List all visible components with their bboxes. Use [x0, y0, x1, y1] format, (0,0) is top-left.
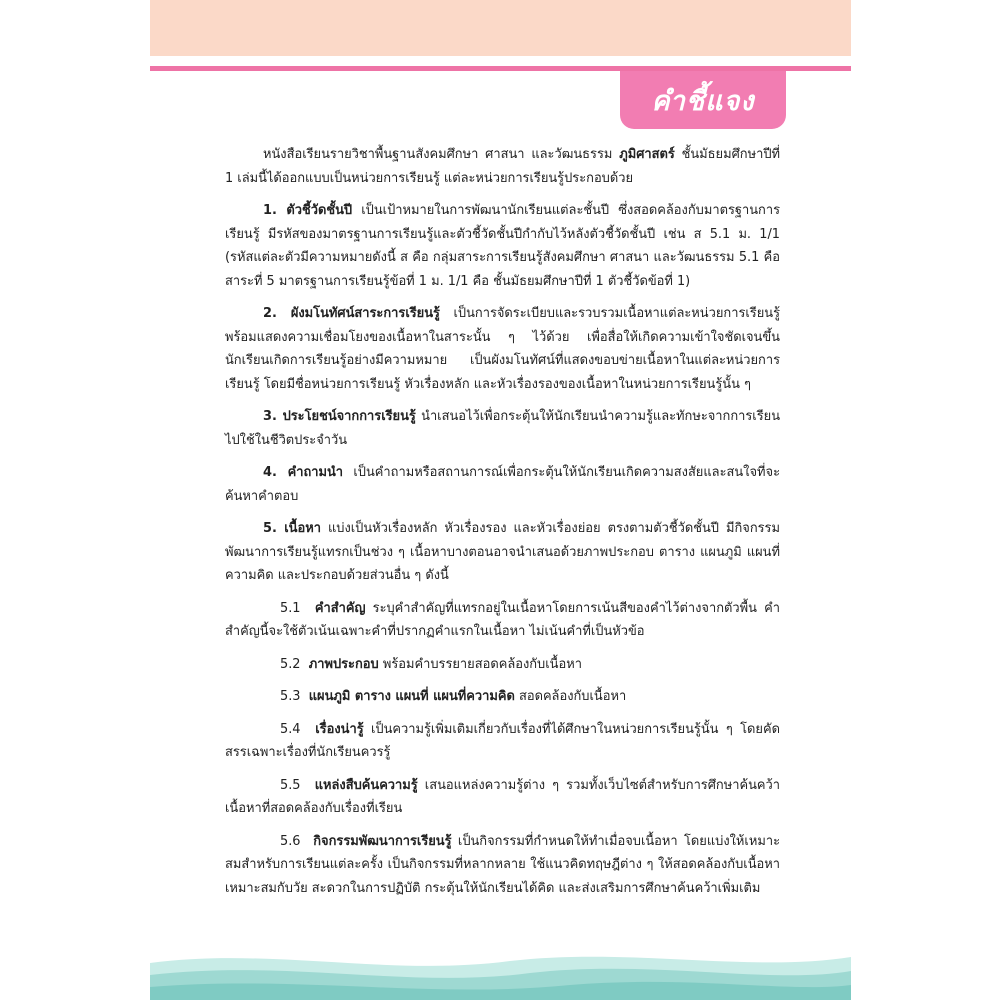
subitem-text: ระบุคำสำคัญที่แทรกอยู่ในเนื้อหาโดยการเน้นสีของคำไว้ต่างจากตัวพื้น คำสำคัญนี้จะใช้ตัวเน้นเฉพาะคำที่ปรากฏคำแรกในเนื้อหา ไม่เน้นคำที่เป็นหัวข้อ: [225, 600, 780, 639]
item-text: เป็นเป้าหมายในการพัฒนานักเรียนแต่ละชั้นปี ซึ่งสอดคล้องกับมาตรฐานการเรียนรู้ มีรหัสของมาตรฐานการเรียนรู้และตัวชี้วัดชั้นปีกำกับไว้หลังตัวชี้วัดชั้นปี เช่น ส 5.1 ม. 1/1 (รหัสแต่ละตัวมีความหมายดังนี้ ส คือ กลุ่มสาระการเรียนรู้สังคมศึกษา ศาสนา และวัฒนธรรม 5.1 คือ สาระที่ 5 มาตรฐานการเรียนรู้ข้อที่ 1 ม. 1/1 คือ ชั้นมัธยมศึกษาปีที่ 1 ตัวชี้วัดข้อที่ 1): [225, 203, 780, 289]
item-heading: 1. ตัวชี้วัดชั้นปี: [263, 203, 353, 218]
subitem-number: 5.4: [280, 721, 301, 737]
wave-graphic: [150, 945, 851, 1000]
item-text: นำเสนอไว้เพื่อกระตุ้นให้นักเรียนนำความรู้และทักษะจากการเรียนไปใช้ในชีวิตประจำวัน: [225, 409, 781, 448]
title-tab: [620, 71, 786, 129]
item-heading: 5. เนื้อหา: [263, 521, 321, 536]
item-benefits: [225, 405, 780, 452]
subitem-heading: แผนภูมิ ตาราง แผนที่ แผนที่ความคิด: [308, 689, 515, 704]
item-heading: 2. ผังมโนทัศน์สาระการเรียนรู้: [263, 306, 440, 321]
subitem-number: 5.2: [280, 656, 301, 672]
subitem-did-you-know: [225, 718, 780, 765]
item-leading-questions: [225, 461, 780, 508]
subitem-number: 5.1: [280, 600, 301, 616]
item-indicators: [225, 199, 780, 293]
subitem-keywords: [225, 597, 780, 644]
subitem-text: เสนอแหล่งความรู้ต่าง ๆ รวมทั้งเว็บไซต์สำหรับการศึกษาค้นคว้าเนื้อหาที่สอดคล้องกับเรื่องที่เรียน: [225, 777, 780, 816]
subitem-charts: [225, 685, 780, 709]
subitem-illustrations: [225, 653, 780, 677]
subitem-heading: เรื่องน่ารู้: [315, 721, 364, 737]
subitem-heading: ภาพประกอบ: [308, 656, 379, 672]
subitem-activities: [225, 830, 780, 901]
subitem-number: 5.3: [280, 689, 301, 704]
item-text: เป็นคำถามหรือสถานการณ์เพื่อกระตุ้นให้นักเรียนเกิดความสงสัยและสนใจที่จะค้นหาคำตอบ: [225, 465, 780, 504]
top-decorative-band: [150, 0, 851, 56]
item-content: [225, 517, 780, 588]
subject-name: ภูมิศาสตร์: [619, 147, 675, 162]
intro-paragraph: หนังสือเรียนรายวิชาพื้นฐานสังคมศึกษา ศาสนา และวัฒนธรรม ภูมิศาสตร์ ชั้นมัธยมศึกษาปีที่ 1 เล่มนี้ได้ออกแบบเป็นหน่วยการเรียนรู้ แต่ละหน่วยการเรียนรู้ประกอบด้วย: [225, 147, 781, 186]
subitem-text: เป็นกิจกรรมที่กำหนดให้ทำเมื่อจบเนื้อหา โดยแบ่งให้เหมาะสมสำหรับการเรียนแต่ละครั้ง เป็นกิจกรรมที่หลากหลาย ใช้แนวคิดทฤษฎีต่าง ๆ ให้สอดคล้องกับเนื้อหา เหมาะสมกับวัย สะดวกในการปฏิบัติ กระตุ้นให้นักเรียนได้คิด และส่งเสริมการศึกษาค้นคว้าเพิ่มเติม: [225, 833, 780, 896]
page-title: คำชี้แจง: [651, 85, 755, 117]
subitem-text: เป็นความรู้เพิ่มเติมเกี่ยวกับเรื่องที่ได้ศึกษาในหน่วยการเรียนรู้นั้น ๆ โดยคัดสรรเฉพาะเรื่องที่นักเรียนควรรู้: [225, 721, 780, 760]
explanation-body: [225, 143, 780, 900]
subitem-heading: กิจกรรมพัฒนาการเรียนรู้: [313, 833, 452, 849]
subitem-text: สอดคล้องกับเนื้อหา: [514, 689, 627, 704]
subitem-text: พร้อมคำบรรยายสอดคล้องกับเนื้อหา: [378, 656, 582, 672]
subitem-resources: [225, 774, 780, 821]
item-heading: 3. ประโยชน์จากการเรียนรู้: [263, 409, 416, 424]
item-heading: 4. คำถามนำ: [263, 465, 344, 480]
subitem-number: 5.5: [280, 777, 301, 793]
item-text: แบ่งเป็นหัวเรื่องหลัก หัวเรื่องรอง และหัวเรื่องย่อย ตรงตามตัวชี้วัดชั้นปี มีกิจกรรมพัฒนาการเรียนรู้แทรกเป็นช่วง ๆ เนื้อหาบางตอนอาจนำเสนอด้วยภาพประกอบ ตาราง แผนภูมิ แผนที่ความคิด และประกอบด้วยส่วนอื่น ๆ ดังนี้: [225, 521, 780, 583]
item-concept-map: [225, 302, 780, 396]
subitem-heading: คำสำคัญ: [314, 600, 366, 616]
subitem-number: 5.6: [280, 833, 301, 849]
item-text: เป็นการจัดระเบียบและรวบรวมเนื้อหาแต่ละหน่วยการเรียนรู้ พร้อมแสดงความเชื่อมโยงของเนื้อหาในสาระนั้น ๆ ไว้ด้วย เพื่อสื่อให้เกิดความเข้าใจชัดเจนขึ้น นักเรียนเกิดการเรียนรู้อย่างมีความหมาย เป็นผังมโนทัศน์ที่แสดงขอบข่ายเนื้อหาในแต่ละหน่วยการเรียนรู้ โดยมีชื่อหน่วยการเรียนรู้ หัวเรื่องหลัก และหัวเรื่องรองของเนื้อหาในหน่วยการเรียนรู้นั้น ๆ: [225, 306, 780, 392]
subitem-heading: แหล่งสืบค้นความรู้: [314, 777, 418, 793]
bottom-wave-band: [150, 945, 851, 1000]
